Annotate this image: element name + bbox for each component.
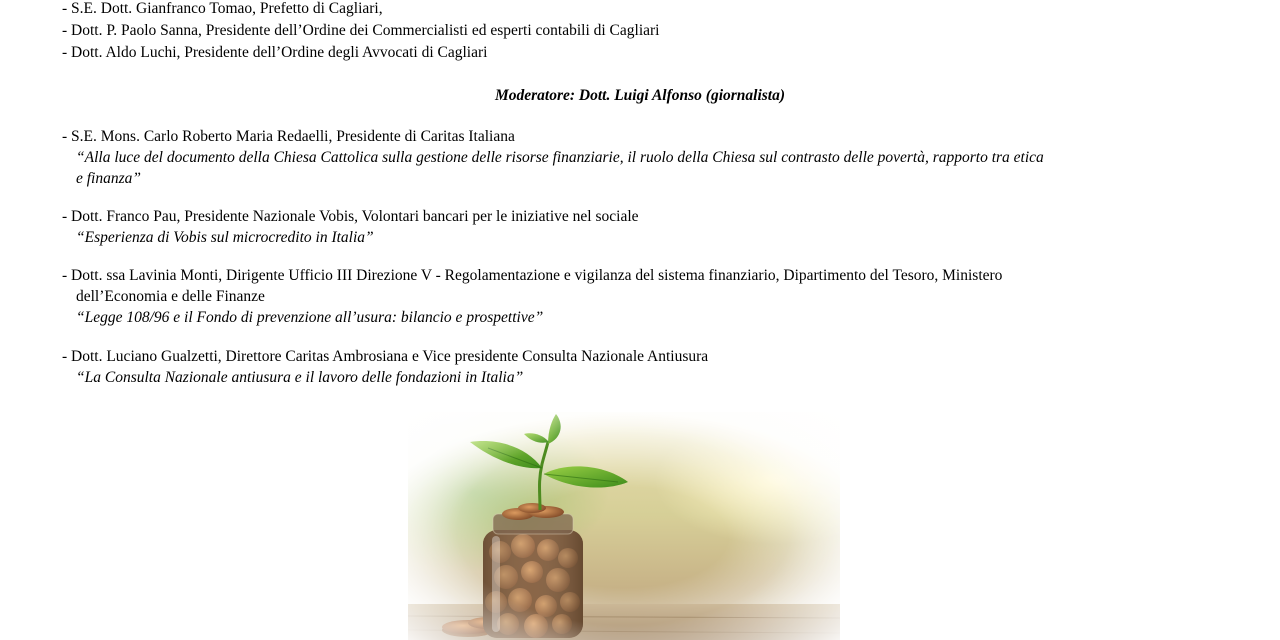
- talk-title: “Legge 108/96 e il Fondo di prevenzione all’usura: bilancio e prospettive”: [76, 309, 544, 326]
- talk-speaker: - Dott. ssa Lavinia Monti, Dirigente Ufficio III Direzione V - Regolamentazione e vigilanza del sistema finanziario, Dipartimento del Tesoro, Ministero: [62, 267, 1003, 284]
- speaker-line-prefetto: - S.E. Dott. Gianfranco Tomao, Prefetto di Cagliari,: [62, 0, 383, 17]
- speaker-line-avvocati: - Dott. Aldo Luchi, Presidente dell’Ordine degli Avvocati di Cagliari: [62, 44, 488, 61]
- talk-title-cont: e finanza”: [76, 170, 142, 187]
- talk-speaker: - S.E. Mons. Carlo Roberto Maria Redaelli, Presidente di Caritas Italiana: [62, 128, 515, 145]
- talk-speaker-cont: dell’Economia e delle Finanze: [76, 288, 265, 305]
- talk-title: “Esperienza di Vobis sul microcredito in Italia”: [76, 229, 374, 246]
- coin-jar-plant-image: [408, 412, 840, 640]
- talk-speaker: - Dott. Luciano Gualzetti, Direttore Caritas Ambrosiana e Vice presidente Consulta Nazionale Antiusura: [62, 348, 709, 365]
- talk-title: “Alla luce del documento della Chiesa Cattolica sulla gestione delle risorse finanziarie, il ruolo della Chiesa sul contrasto delle povertà, rapporto tra etica: [76, 149, 1044, 166]
- moderator-line: Moderatore: Dott. Luigi Alfonso (giornalista): [494, 87, 786, 104]
- speaker-line-commercialisti: - Dott. P. Paolo Sanna, Presidente dell’Ordine dei Commercialisti ed esperti contabili di Cagliari: [62, 22, 660, 39]
- talk-title: “La Consulta Nazionale antiusura e il lavoro delle fondazioni in Italia”: [76, 369, 524, 386]
- photo-vignette: [408, 412, 840, 640]
- talk-speaker: - Dott. Franco Pau, Presidente Nazionale Vobis, Volontari bancari per le iniziative nel sociale: [62, 208, 639, 225]
